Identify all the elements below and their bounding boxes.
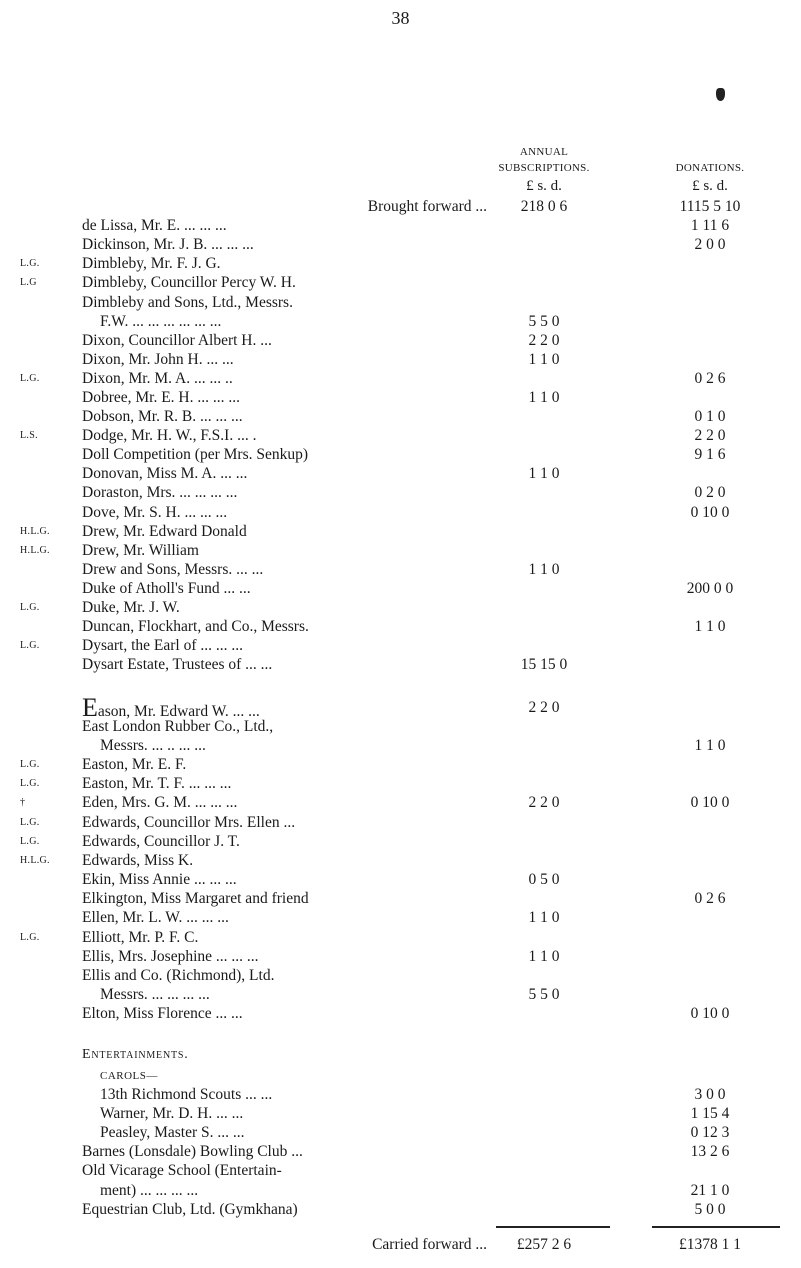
- row-name: Warner, Mr. D. H. ... ...: [100, 1105, 244, 1122]
- ledger-row: [0, 1142, 801, 1162]
- row-mark: L.S.: [20, 430, 38, 441]
- subscription-amount: 15 15 0: [520, 656, 568, 673]
- row-mark: L.G.: [20, 932, 40, 943]
- donation-amount: 0 10 0: [690, 794, 730, 811]
- ledger-row: [0, 851, 801, 871]
- row-mark: L.G.: [20, 258, 40, 269]
- ledger-row: [0, 793, 801, 813]
- row-name: 13th Richmond Scouts ... ...: [100, 1086, 273, 1103]
- ledger-row: [0, 1123, 801, 1143]
- row-name: Messrs. ... ... ... ...: [100, 986, 210, 1003]
- donation-amount: 0 2 6: [694, 370, 726, 387]
- donation-amount: £1378 1 1: [679, 1236, 741, 1253]
- ledger-row: [0, 655, 801, 675]
- row-name: Dobson, Mr. R. B. ... ... ...: [82, 408, 243, 425]
- ledger-row: [0, 636, 801, 656]
- ledger-row: [0, 617, 801, 637]
- row-name: Dimbleby, Mr. F. J. G.: [82, 255, 221, 272]
- row-name: Entertainments.: [82, 1047, 189, 1062]
- ledger-row: [0, 889, 801, 909]
- subscription-amount: 0 5 0: [528, 871, 560, 888]
- ledger-row: [0, 369, 801, 389]
- row-mark: L.G.: [20, 817, 40, 828]
- row-name: Brought forward ...: [367, 198, 487, 215]
- row-name: Dimbleby, Councillor Percy W. H.: [82, 274, 296, 291]
- row-name: Ellis and Co. (Richmond), Ltd.: [82, 967, 275, 984]
- row-name: Dysart, the Earl of ... ... ...: [82, 637, 243, 654]
- row-name: Easton, Mr. T. F. ... ... ...: [82, 775, 232, 792]
- row-mark: L.G.: [20, 640, 40, 651]
- ledger-row: [0, 813, 801, 833]
- ledger-row: [0, 293, 801, 313]
- row-name: Donovan, Miss M. A. ... ...: [82, 465, 248, 482]
- ledger-row: [0, 1181, 801, 1201]
- ledger-row: [0, 774, 801, 794]
- row-mark: L.G.: [20, 759, 40, 770]
- row-name: Elton, Miss Florence ... ...: [82, 1005, 243, 1022]
- row-mark: H.L.G.: [20, 526, 50, 537]
- ledger-row: [0, 1066, 801, 1086]
- donation-amount: 0 10 0: [690, 1005, 730, 1022]
- ledger-row: [0, 947, 801, 967]
- subscription-amount: 2 2 0: [528, 794, 560, 811]
- row-mark: L.G.: [20, 373, 40, 384]
- row-mark: H.L.G.: [20, 545, 50, 556]
- row-name: Duke of Atholl's Fund ... ...: [82, 580, 251, 597]
- donation-amount: 5 0 0: [694, 1201, 726, 1218]
- ledger-row: [0, 736, 801, 756]
- row-name: Doraston, Mrs. ... ... ... ...: [82, 484, 238, 501]
- row-name: Easton, Mr. E. F.: [82, 756, 187, 773]
- ledger-row: [0, 1200, 801, 1220]
- row-name: Edwards, Councillor J. T.: [82, 833, 240, 850]
- subscription-amount: 1 1 0: [528, 909, 560, 926]
- ledger-row: [0, 928, 801, 948]
- row-name: Duke, Mr. J. W.: [82, 599, 180, 616]
- row-name: Edwards, Miss K.: [82, 852, 194, 869]
- donation-amount: 0 2 0: [694, 484, 726, 501]
- ledger-row: [0, 312, 801, 332]
- ink-blot-icon: [716, 88, 725, 101]
- row-name: Dimbleby and Sons, Ltd., Messrs.: [82, 294, 293, 311]
- subscription-amount: 1 1 0: [528, 561, 560, 578]
- ledger-row: [0, 388, 801, 408]
- row-name: Drew and Sons, Messrs. ... ...: [82, 561, 264, 578]
- ledger-row: [0, 426, 801, 446]
- row-name: Equestrian Club, Ltd. (Gymkhana): [82, 1201, 298, 1218]
- ledger-row: [0, 598, 801, 618]
- donation-amount: 0 2 6: [694, 890, 726, 907]
- row-name: Dove, Mr. S. H. ... ... ...: [82, 504, 228, 521]
- subscription-amount: 1 1 0: [528, 389, 560, 406]
- ledger-row: [0, 254, 801, 274]
- ledger-row: [0, 197, 801, 217]
- row-name: Old Vicarage School (Entertain-: [82, 1162, 282, 1179]
- ledger-row: [0, 273, 801, 293]
- subscription-amount: 5 5 0: [528, 313, 560, 330]
- ledger-row: [0, 1085, 801, 1105]
- ledger-row: [0, 966, 801, 986]
- row-name: Doll Competition (per Mrs. Senkup): [82, 446, 309, 463]
- row-name: ment) ... ... ... ...: [100, 1182, 199, 1199]
- ledger-row: [0, 503, 801, 523]
- row-name: Ellis, Mrs. Josephine ... ... ...: [82, 948, 259, 965]
- donations-units: £ s. d.: [692, 178, 728, 194]
- donation-amount: 200 0 0: [686, 580, 734, 597]
- row-name: Ellen, Mr. L. W. ... ... ...: [82, 909, 229, 926]
- row-name: Dixon, Mr. John H. ... ...: [82, 351, 234, 368]
- ledger-row: [0, 464, 801, 484]
- donation-amount: 1115 5 10: [679, 198, 741, 215]
- row-name: Dixon, Mr. M. A. ... ... ..: [82, 370, 233, 387]
- page-number: 38: [391, 8, 410, 28]
- ledger-row: [0, 717, 801, 737]
- ledger-row: [0, 1235, 801, 1255]
- row-name: Carried forward ...: [372, 1236, 487, 1253]
- subscription-amount: 1 1 0: [528, 948, 560, 965]
- row-name: Barnes (Lonsdale) Bowling Club ...: [82, 1143, 303, 1160]
- ledger-row: [0, 870, 801, 890]
- row-name: Elliott, Mr. P. F. C.: [82, 929, 199, 946]
- donation-amount: 1 15 4: [690, 1105, 730, 1122]
- row-name: Dickinson, Mr. J. B. ... ... ...: [82, 236, 254, 253]
- ledger-row: [0, 1045, 801, 1065]
- row-name: Dixon, Councillor Albert H. ...: [82, 332, 272, 349]
- row-name: East London Rubber Co., Ltd.,: [82, 718, 274, 735]
- donation-amount: 1 1 0: [694, 618, 726, 635]
- row-name: Edwards, Councillor Mrs. Ellen ...: [82, 814, 296, 831]
- row-name: Ekin, Miss Annie ... ... ...: [82, 871, 237, 888]
- ledger-row: [0, 832, 801, 852]
- subscriptions-header-line1: ANNUAL: [519, 146, 569, 158]
- row-name: Drew, Mr. Edward Donald: [82, 523, 247, 540]
- row-name: Dobree, Mr. E. H. ... ... ...: [82, 389, 240, 406]
- donation-amount: 1 11 6: [690, 217, 730, 234]
- ledger-row: [0, 1104, 801, 1124]
- ledger-row: [0, 1004, 801, 1024]
- donation-amount: 9 1 6: [694, 446, 726, 463]
- ledger-row: [0, 445, 801, 465]
- ledger-row: [0, 985, 801, 1005]
- subscriptions-units: £ s. d.: [526, 178, 562, 194]
- donation-amount: 1 1 0: [694, 737, 726, 754]
- row-name: Dodge, Mr. H. W., F.S.I. ... .: [82, 427, 257, 444]
- ledger-row: [0, 407, 801, 427]
- subscriptions-header-line2: SUBSCRIPTIONS.: [498, 162, 590, 174]
- row-name: Drew, Mr. William: [82, 542, 199, 559]
- row-name: F.W. ... ... ... ... ... ...: [100, 313, 222, 330]
- row-name: Peasley, Master S. ... ...: [100, 1124, 245, 1141]
- row-mark: †: [20, 797, 26, 808]
- ledger-row: [0, 483, 801, 503]
- ledger-row: [0, 579, 801, 599]
- row-name: Eason, Mr. Edward W. ... ...: [82, 698, 260, 722]
- donation-amount: 13 2 6: [690, 1143, 730, 1160]
- ledger-row: [0, 908, 801, 928]
- row-mark: L.G.: [20, 602, 40, 613]
- ledger-row: [0, 235, 801, 255]
- ledger-row: [0, 755, 801, 775]
- ledger-row: [0, 1161, 801, 1181]
- row-name: de Lissa, Mr. E. ... ... ...: [82, 217, 227, 234]
- ledger-row: [0, 541, 801, 561]
- donation-amount: 0 1 0: [694, 408, 726, 425]
- row-name: Elkington, Miss Margaret and friend: [82, 890, 309, 907]
- subscriptions-total-rule: [496, 1226, 610, 1228]
- subscription-amount: 2 2 0: [528, 699, 560, 716]
- donation-amount: 0 12 3: [690, 1124, 730, 1141]
- ledger-row: [0, 560, 801, 580]
- row-name: Messrs. ... .. ... ...: [100, 737, 206, 754]
- donations-header: DONATIONS.: [675, 162, 745, 174]
- row-name: Dysart Estate, Trustees of ... ...: [82, 656, 273, 673]
- row-name: Duncan, Flockhart, and Co., Messrs.: [82, 618, 309, 635]
- ledger-row: [0, 216, 801, 236]
- ledger-row: [0, 698, 801, 722]
- donation-amount: 0 10 0: [690, 504, 730, 521]
- donation-amount: 2 0 0: [694, 236, 726, 253]
- row-mark: L.G.: [20, 778, 40, 789]
- row-name: CAROLS—: [100, 1070, 158, 1082]
- row-mark: H.L.G.: [20, 855, 50, 866]
- row-name: Eden, Mrs. G. M. ... ... ...: [82, 794, 238, 811]
- subscription-amount: 5 5 0: [528, 986, 560, 1003]
- donation-amount: 21 1 0: [690, 1182, 730, 1199]
- ledger-row: [0, 331, 801, 351]
- ledger-row: [0, 350, 801, 370]
- donation-amount: 2 2 0: [694, 427, 726, 444]
- ledger-row: [0, 522, 801, 542]
- subscription-amount: £257 2 6: [516, 1236, 572, 1253]
- subscription-amount: 2 2 0: [528, 332, 560, 349]
- subscription-amount: 218 0 6: [520, 198, 568, 215]
- donations-total-rule: [652, 1226, 780, 1228]
- donation-amount: 3 0 0: [694, 1086, 726, 1103]
- subscription-amount: 1 1 0: [528, 465, 560, 482]
- subscription-amount: 1 1 0: [528, 351, 560, 368]
- row-mark: L.G.: [20, 836, 40, 847]
- row-mark: L.G: [20, 277, 37, 288]
